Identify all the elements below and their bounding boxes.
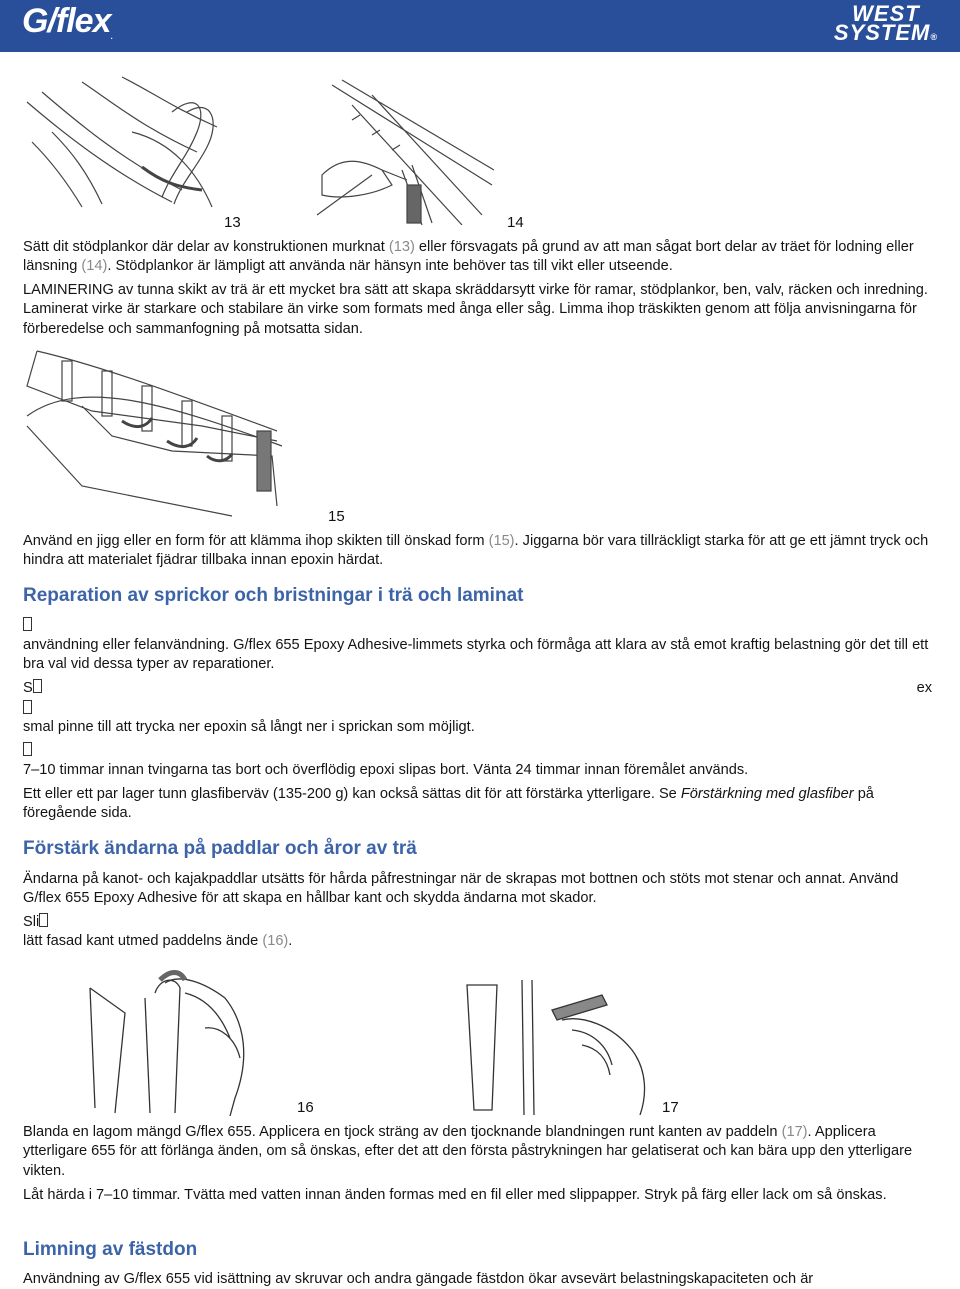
missing-text-line	[23, 617, 937, 636]
figure-17-illustration	[462, 970, 652, 1115]
paragraph-paddle-step1-fragment: Sli	[23, 913, 937, 932]
paragraph-crack-step1-fragment: S ex	[23, 680, 932, 696]
heading-paddle-ends: Förstärk ändarna på paddlar och åror av trä	[23, 838, 417, 859]
figure-16-number: 16	[297, 1099, 314, 1116]
paragraph-paddle-intro: Ändarna på kanot- och kajakpaddlar utsätts för hårda påfrestningar när de skrapas mot bottnen och stöts mot stenar och annat. Använd G/flex 655 Epoxy Adhesive för att skapa en hållbar kant och skydda ändarna mot skador.	[23, 871, 899, 907]
missing-text-line	[23, 742, 937, 761]
missing-text-line	[23, 700, 937, 719]
figure-15-number: 15	[328, 508, 345, 525]
paragraph-lamination: LAMINERING av tunna skikt av trä är ett mycket bra sätt att skapa skräddarsytt virke för ramar, stödplankor, ben, valv, räcken och inredning. Laminerat virke är starkare och stabilare än virke som formats med ånga eller såg. Limma ihop träskikten genom att följa anvisningarna för förberedelse och sammanfogning på motsatta sidan.	[23, 282, 928, 337]
figure-14-illustration	[312, 75, 497, 225]
heading-crack-repair: Reparation av sprickor och bristningar i trä och laminat	[23, 585, 524, 606]
paragraph-paddle-step3: Låt härda i 7–10 timmar. Tvätta med vatten innan änden formas med en fil eller med slippapper. Stryk på färg eller lack om så önskas.	[23, 1187, 887, 1203]
west-system-logo: WEST SYSTEM®	[833, 1, 938, 45]
heading-fasteners: Limning av fästdon	[23, 1239, 198, 1260]
figure-17-number: 17	[662, 1099, 679, 1116]
paragraph-jig: Använd en jigg eller en form för att klämma ihop skikten till önskad form (15). Jiggarna bör vara tillräckligt starka för att ge ett jämnt tryck och hindra att materialet fjädrar tillbaka innan epoxin härdat.	[23, 533, 929, 569]
paragraph-paddle-step2: Blanda en lagom mängd G/flex 655. Applicera en tjock sträng av den tjocknande blandningen runt kanten av paddeln (17). Applicera ytterligare 655 för att förlänga änden, om så önskas, efter det att den första påstrykningen har gelatiserat och kan bära upp den ytterligare vikten.	[23, 1124, 913, 1179]
page-header	[0, 0, 960, 52]
paragraph-paddle-step1: lätt fasad kant utmed paddelns ände (16).	[23, 933, 293, 949]
gflex-logo: G/flex.	[22, 2, 112, 41]
figure-15-illustration	[22, 346, 292, 521]
figure-13-number: 13	[224, 214, 241, 231]
paragraph-fiberglass: Ett eller ett par lager tunn glasfiberväv (135-200 g) kan också sättas dit för att förstärka ytterligare. Se Förstärkning med glasfiber på föregående sida.	[23, 786, 874, 822]
figure-13-illustration	[22, 72, 222, 212]
figure-14-number: 14	[507, 214, 524, 231]
paragraph-support-planks: Sätt dit stödplankor där delar av konstruktionen murknat (13) eller försvagats på grund av att man sågat bort delar av träet för lodning eller länsning (14). Stödplankor är lämpligt att använda när hänsyn inte behöver tas till vikt eller utseende.	[23, 239, 914, 275]
paragraph-crack-intro: användning eller felanvändning. G/flex 655 Epoxy Adhesive-limmets styrka och förmåga att klara av stå emot kraftig belastning gör det till ett bra val vid dessa typer av reparationer.	[23, 637, 929, 673]
paragraph-fasteners: Användning av G/flex 655 vid isättning av skruvar och andra gängade fästdon ökar avsevärt belastningskapaciteten och är	[23, 1271, 814, 1287]
paragraph-crack-step2: smal pinne till att trycka ner epoxin så långt ner i sprickan som möjligt.	[23, 719, 475, 735]
figure-16-illustration	[85, 968, 285, 1116]
paragraph-crack-step3: 7–10 timmar innan tvingarna tas bort och överflödig epoxi slipas bort. Vänta 24 timmar innan föremålet används.	[23, 762, 749, 778]
